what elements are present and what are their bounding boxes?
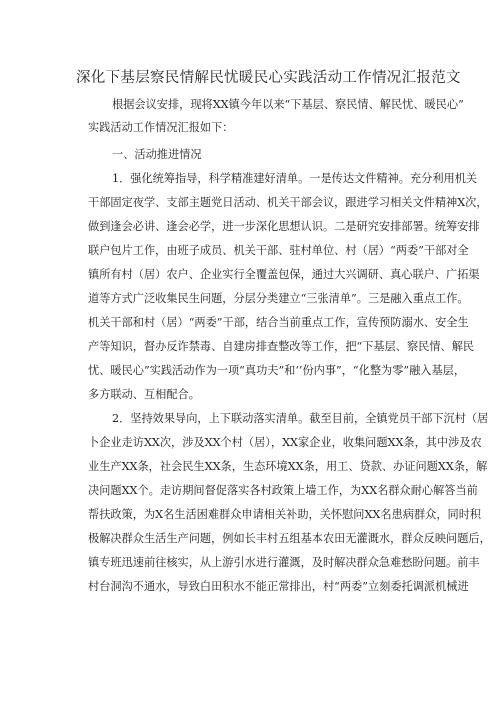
section-heading: 一、活动推进情况 [112,148,202,161]
paragraph-line: 决问题XX个。走访期间督促落实各村政策上墙工作，为XX名群众耐心解答当前 [88,484,478,497]
paragraph-line: 卜企业走访XX次，涉及XX个村（居），XX家企业，收集问题XX条，其中涉及农 [88,436,482,449]
paragraph-line: 根据会议安排，现将XX镇今年以来“下基层、察民情、解民忧、暖民心” [112,98,464,111]
paragraph-line: 产等知识，督办反诈禁毒、自建房排查整改等工作，把“下基层、察民情、解民 [88,340,475,353]
paragraph-line: 多方联动、互相配合。 [88,388,200,401]
paragraph-line: 机关干部和村（居）“两委”干部，结合当前重点工作，宣传预防溺水、安全生 [88,316,469,329]
paragraph-line: 道等方式广泛收集民生问题，分层分类建立“三张清单”。三是融入重点工作。 [88,292,469,305]
paragraph-line: 干部固定夜学、支部主题党日活动、机关干部会议，跟进学习相关文件精神X次， [88,196,488,209]
paragraph-line: 2．坚持效果导向，上下联动落实清单。截至目前，全镇党员干部下沉村（居 [112,412,489,425]
paragraph-line: 忧、暖民心”实践活动作为一项“真功夫”和‘’份内事”，“化整为零”融入基层， [88,364,466,377]
paragraph-line: 镇所有村（居）农户、企业实行全覆盖包保，通过大兴调研、真心联户、广拓渠 [88,268,480,281]
paragraph-line: 帮扶政策，为X名生活困难群众申请相关补助，关怀慰问XX名患病群众，同时积 [88,508,482,521]
paragraph-line: 镇专班迅速前往核实，从上游引水进行灌溉，及时解决群众急难愁盼问题。前丰 [88,556,480,569]
document-title: 深化下基层察民情解民忧暖民心实践活动工作情况汇报范文 [76,70,461,86]
paragraph-line: 实践活动工作情况汇报如下： [88,121,234,134]
paragraph-line: 极解决群众生活生产问题，例如长丰村五组基本农田无灌溉水，群众反映问题后， [88,532,491,545]
paragraph-line: 做到逢会必讲、逢会必学，进一步深化思想认识。二是研究安排部署。统筹安排 [88,220,480,233]
paragraph-line: 业生产XX条，社会民生XX条，生态环境XX条，用工、贷款、办证问题XX条，解 [88,460,488,473]
paragraph-line: 联户包片工作，由班子成员、机关干部、驻村单位、村（居）“两委”干部对全 [88,244,469,257]
paragraph-line: 1．强化统筹指导，科学精准建好清单。一是传达文件精神。充分利用机关 [112,172,478,185]
paragraph-line: 村台洞沟不通水，导致白田积水不能正常排出，村“两委”立刻委托调派机械进 [88,580,469,593]
